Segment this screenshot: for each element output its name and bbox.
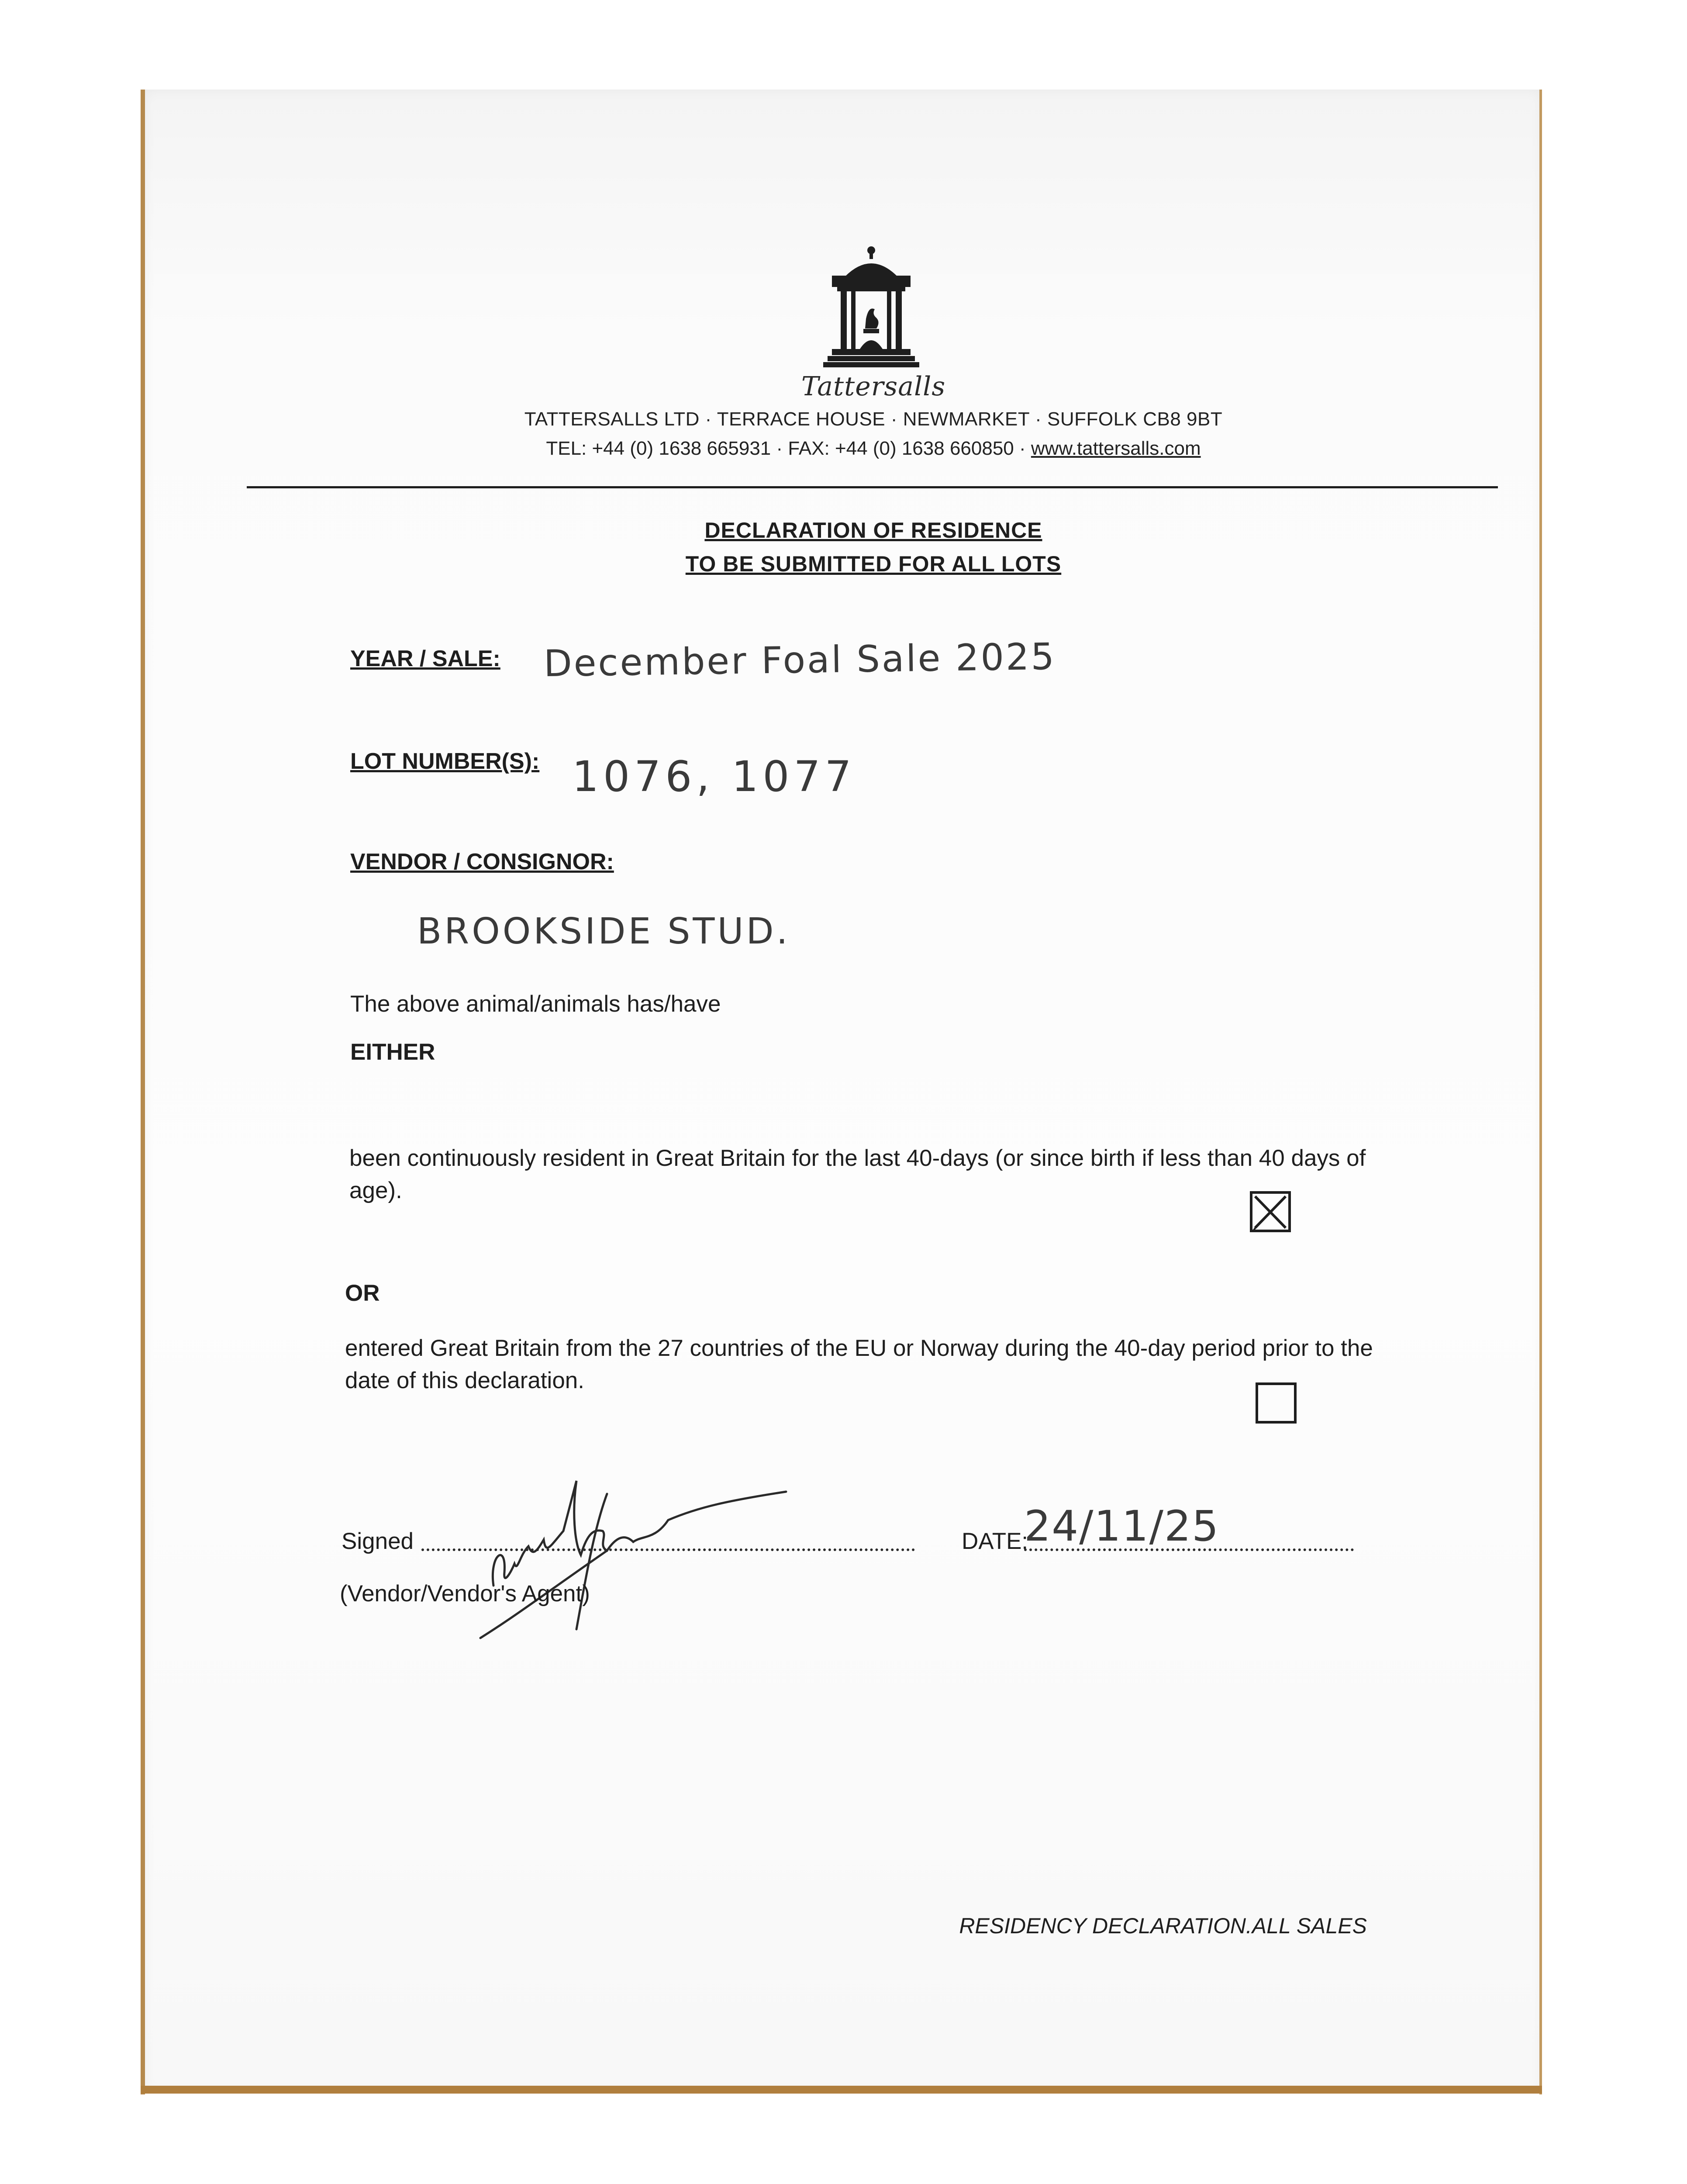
tattersalls-rotunda-logo-icon bbox=[814, 242, 928, 369]
date-label: DATE: bbox=[962, 1528, 1028, 1554]
date-value[interactable]: 24/11/25 bbox=[1024, 1502, 1220, 1551]
vendor-value[interactable]: BROOKSIDE STUD. bbox=[417, 911, 790, 952]
company-contact bbox=[306, 438, 1441, 460]
desk-edge-left bbox=[141, 90, 145, 2094]
form-title: DECLARATION OF RESIDENCE bbox=[704, 518, 1042, 543]
lot-numbers-label: LOT NUMBER(S): bbox=[350, 749, 540, 774]
form-subtitle: TO BE SUBMITTED FOR ALL LOTS bbox=[685, 552, 1062, 576]
year-sale-value[interactable]: December Foal Sale 2025 bbox=[543, 635, 1056, 685]
vendor-label: VENDOR / CONSIGNOR: bbox=[350, 849, 614, 874]
website-link[interactable]: www.tattersalls.com bbox=[1031, 438, 1201, 459]
statement-intro: The above animal/animals has/have bbox=[350, 991, 721, 1017]
signed-label: Signed bbox=[342, 1528, 414, 1554]
either-label: EITHER bbox=[350, 1039, 435, 1065]
signer-role: (Vendor/Vendor's Agent) bbox=[340, 1581, 590, 1607]
form-reference-footer: RESIDENCY DECLARATION.ALL SALES bbox=[959, 1914, 1367, 1938]
option2-checkbox[interactable] bbox=[1256, 1382, 1297, 1424]
handwritten-signature[interactable] bbox=[463, 1441, 795, 1651]
checkbox-cross-mark-icon bbox=[1252, 1194, 1288, 1230]
year-sale-label: YEAR / SALE: bbox=[350, 646, 500, 671]
option1-checkbox[interactable] bbox=[1250, 1191, 1291, 1232]
brand-name: Tattersalls bbox=[801, 371, 946, 402]
company-address: TATTERSALLS LTD · TERRACE HOUSE · NEWMARKET · SUFFOLK CB8 9BT bbox=[524, 408, 1223, 430]
or-label: OR bbox=[345, 1280, 380, 1306]
lot-numbers-value[interactable]: 1076, 1077 bbox=[572, 752, 856, 801]
header-divider bbox=[247, 486, 1498, 488]
desk-edge-bottom bbox=[141, 2086, 1542, 2094]
contact-numbers: TEL: +44 (0) 1638 665931 · FAX: +44 (0) 1638 660850 · bbox=[546, 438, 1031, 459]
option2-text: entered Great Britain from the 27 countries of the EU or Norway during the 40-day period prior to the date of this declaration. bbox=[345, 1335, 1373, 1393]
option1-text: been continuously resident in Great Britain for the last 40-days (or since birth if less than 40 days of age). bbox=[349, 1145, 1366, 1203]
desk-edge-right bbox=[1539, 90, 1542, 2094]
